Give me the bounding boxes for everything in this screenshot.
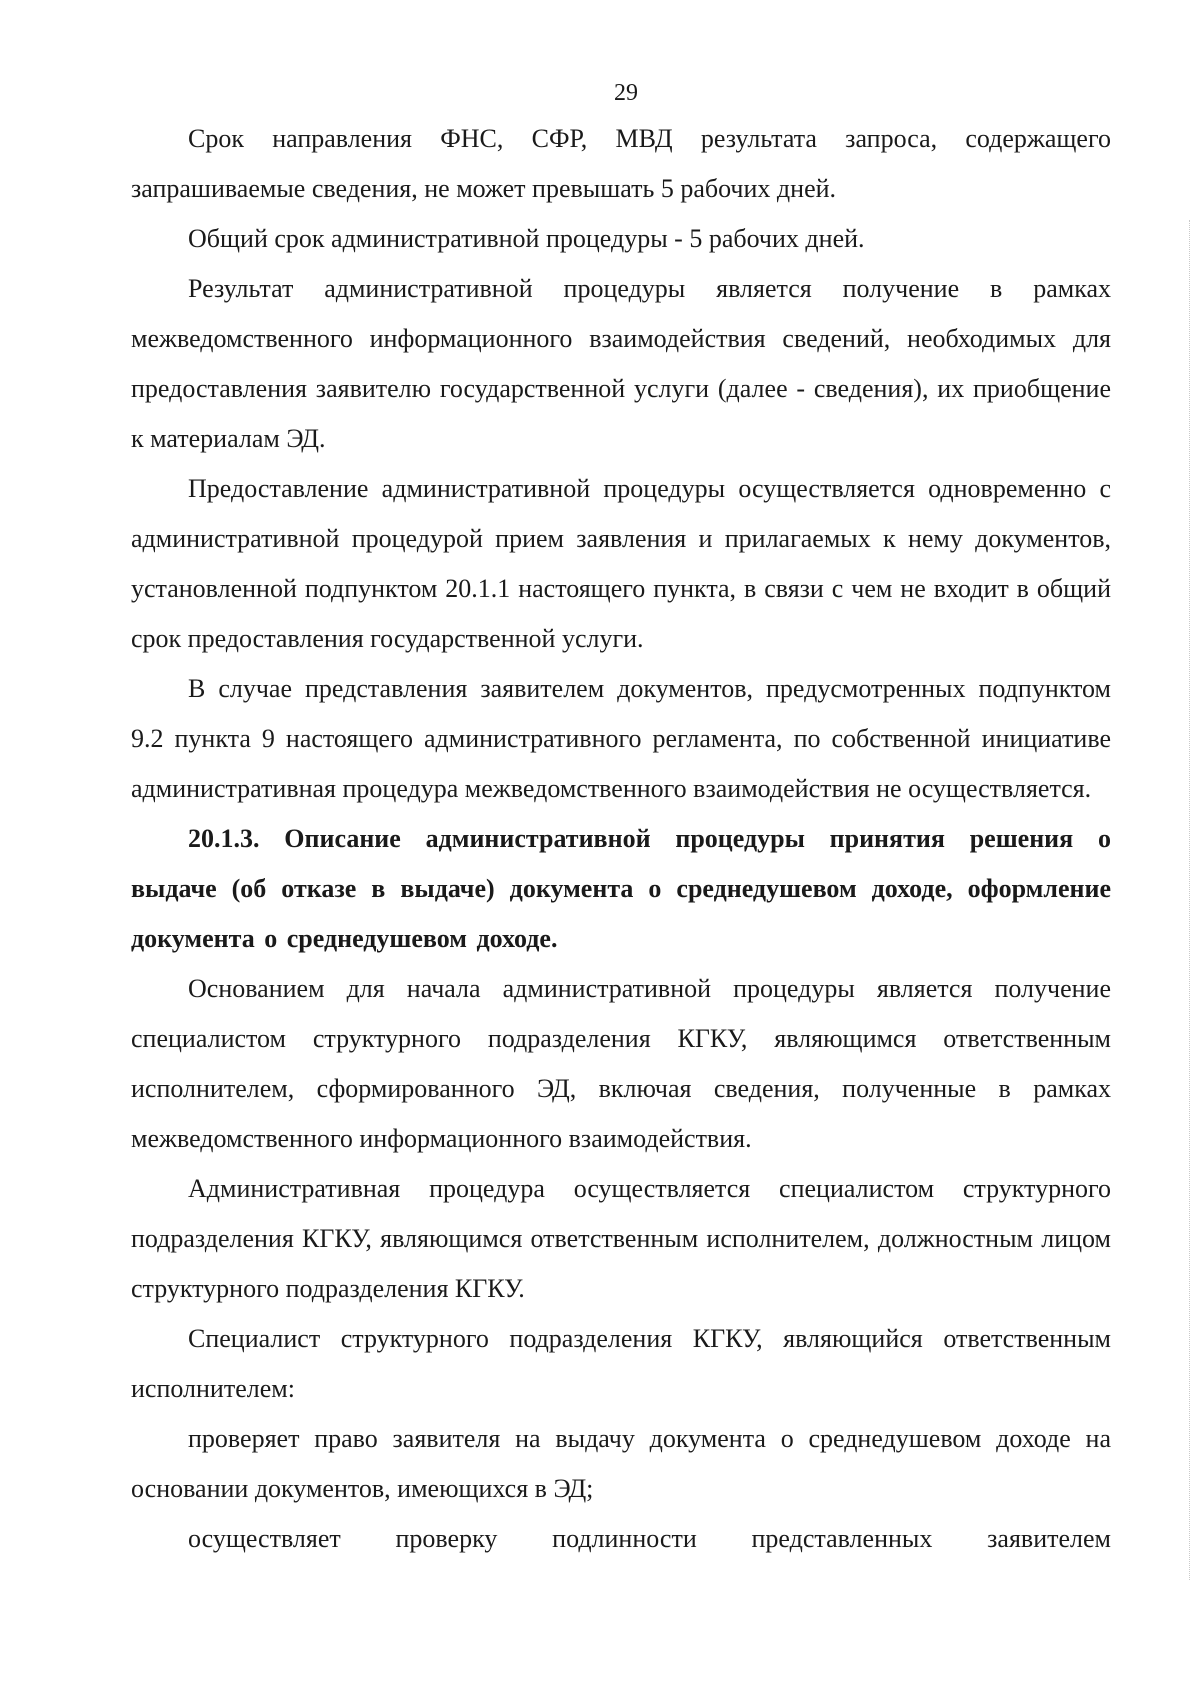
page-number: 29 (614, 80, 638, 106)
paragraph-simultaneous-procedure: Предоставление административной процедуры осуществляется одновременно с административной процедурой прием заявления и прилагаемых к нему документов, установленной подпунктом 20.1.1 настоящего пункта, в связи с чем не входит в общий срок предоставления государственной услуги. (131, 474, 1111, 653)
section-heading-20-1-3: 20.1.3. Описание административной процедуры принятия решения о выдаче (об отказе в выдаче) документа о среднедушевом доходе, оформление документа о среднедушевом доходе. (131, 824, 1111, 953)
paragraph-procedure-result: Результат административной процедуры является получение в рамках межведомственного информационного взаимодействия сведений, необходимых для предоставления заявителю государственной услуги (далее - сведения), их приобщение к материалам ЭД. (131, 274, 1111, 453)
paragraph-specialist-intro: Специалист структурного подразделения КГКУ, являющийся ответственным исполнителем: (131, 1324, 1111, 1403)
paragraph-procedure-basis: Основанием для начала административной процедуры является получение специалистом структурного подразделения КГКУ, являющимся ответственным исполнителем, сформированного ЭД, включая сведения, полученные в рамках межведомственного информационного взаимодействия. (131, 974, 1111, 1153)
list-item-check-right: проверяет право заявителя на выдачу документа о среднедушевом доходе на основании документов, имеющихся в ЭД; (131, 1424, 1111, 1503)
paragraph-procedure-performer: Административная процедура осуществляется специалистом структурного подразделения КГКУ, являющимся ответственным исполнителем, должностным лицом структурного подразделения КГКУ. (131, 1174, 1111, 1303)
paragraph-total-term: Общий срок административной процедуры - 5 рабочих дней. (188, 224, 865, 253)
paragraph-request-deadline: Срок направления ФНС, СФР, МВД результата запроса, содержащего запрашиваемые сведения, не может превышать 5 рабочих дней. (131, 124, 1111, 203)
list-item-check-authenticity: осуществляет проверку подлинности представленных заявителем (188, 1524, 1111, 1553)
scan-edge-marks (1187, 220, 1190, 1580)
document-body (131, 114, 1111, 1564)
paragraph-own-initiative: В случае представления заявителем документов, предусмотренных подпунктом 9.2 пункта 9 настоящего административного регламента, по собственной инициативе административная процедура межведомственного взаимодействия не осуществляется. (131, 674, 1111, 803)
